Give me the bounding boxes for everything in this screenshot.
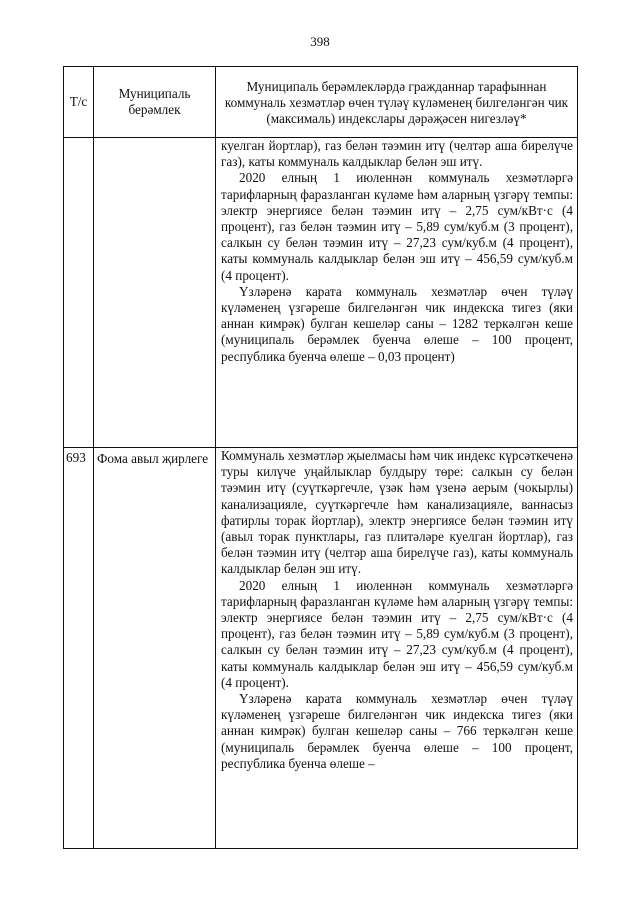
table-row — [64, 138, 578, 448]
table-header-row — [64, 67, 578, 138]
row-number: 693 — [64, 448, 94, 849]
municipal-table — [63, 66, 578, 849]
paragraph: куелган йортлар), газ белән тәэмин итү (челтәр аша бирелүче газ), каты коммуналь калдыклар белән эш итү. — [221, 138, 573, 170]
row-number — [64, 138, 94, 448]
page-number: 398 — [310, 34, 330, 49]
table-row — [64, 448, 578, 849]
paragraph: Үзләренә карата коммуналь хезмәтләр өчен түләү күләменең үзгәреше билгеләнгән чик индекска тигез (яки аннан кимрәк) булган кешеләр саны – 766 теркәлгән кеше (муниципаль берәмлек буенча өлеше – 100 процент, республика буенча өлеше – — [221, 691, 573, 771]
paragraph: Коммуналь хезмәтләр җыелмасы һәм чик индекс күрсәткеченә туры килүче уңайлыклар булдыру төре: салкын су белән тәэмин итү (суүткәргечле, үзәк һәм үзенә аерым (чокырлы) канализацияле, суүткәргечле һәм канализацияле, ваннасыз фатирлы торак йортлар), электр энергиясе белән тәэмин итү (авыл торак пунктлары, газ плитәләре куелган йортлар), газ белән тәэмин итү (челтәр аша бирелүче газ), каты коммуналь калдыклар белән эш итү. — [221, 448, 573, 577]
paragraph: 2020 елның 1 июленнән коммуналь хезмәтләргә тарифларның фаразланган күләме һәм аларның үзгәрү темпы: электр энергиясе белән тәэмин итү – 2,75 сум/кВт·с (4 процент), газ белән тәэмин итү – 5,89 сум/куб.м (3 процент), салкын су белән тәэмин итү – 27,23 сум/куб.м (4 процент), каты коммуналь калдыклар белән эш итү – 456,59 сум/куб.м (4 процент). — [221, 577, 573, 690]
paragraph: Үзләренә карата коммуналь хезмәтләр өчен түләү күләменең үзгәреше билгеләнгән чик индекска тигез (яки аннан кимрәк) булган кешеләр саны – 1282 теркәлгән кеше (муниципаль берәмлек буенча өлеше – 100 процент, республика буенча өлеше – 0,03 процент) — [221, 283, 573, 364]
description-cell — [216, 138, 578, 448]
description-cell — [216, 448, 578, 849]
paragraph: 2020 елның 1 июленнән коммуналь хезмәтләргә тарифларның фаразланган күләме һәм аларның үзгәрү темпы: электр энергиясе белән тәэмин итү – 2,75 сум/кВт·с (4 процент), газ белән тәэмин итү – 5,89 сум/куб.м (3 процент), салкын су белән тәэмин итү – 27,23 сум/куб.м (4 процент), каты коммуналь калдыклар белән эш итү – 456,59 сум/куб.м (4 процент). — [221, 170, 573, 283]
municipality-name — [94, 138, 216, 448]
header-num: Т/с — [64, 67, 94, 138]
header-name: Муниципаль берәмлек — [94, 67, 216, 138]
municipality-name: Фома авыл җирлеге — [94, 448, 216, 849]
header-description: Муниципаль берәмлекләрдә гражданнар тарафыннан коммуналь хезмәтләр өчен түләү күләменең билгеләнгән чик (максималь) индекслары дәрәҗәсен нигезләү* — [216, 67, 578, 138]
